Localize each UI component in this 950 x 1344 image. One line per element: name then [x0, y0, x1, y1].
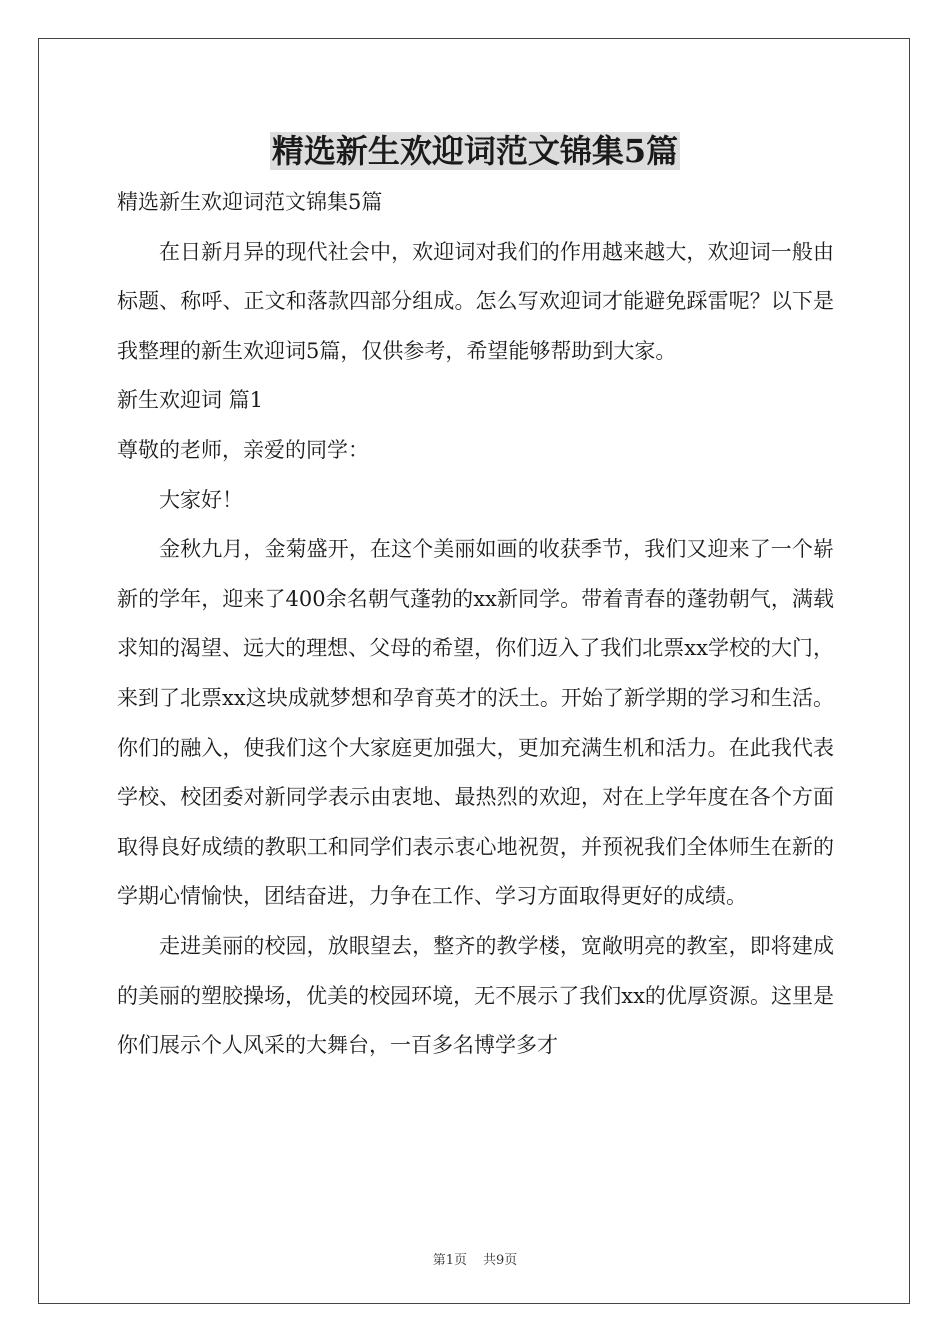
section-heading: 新生欢迎词 篇1	[117, 388, 264, 413]
document-title-text: 精选新生欢迎词范文锦集5篇	[271, 132, 679, 170]
paragraph-greeting: 大家好！	[159, 487, 243, 512]
document-title	[0, 128, 950, 174]
document-body	[117, 178, 834, 1071]
paragraph-intro: 在日新月异的现代社会中，欢迎词对我们的作用越来越大，欢迎词一般由标题、称呼、正文和落款四部分组成。怎么写欢迎词才能避免踩雷呢？以下是我整理的新生欢迎词5篇，仅供参考，希望能够帮助到大家。	[117, 239, 834, 363]
paragraph-salutation: 尊敬的老师，亲爱的同学：	[117, 437, 369, 462]
paragraph-subtitle: 精选新生欢迎词范文锦集5篇	[117, 190, 383, 214]
page-footer	[0, 1249, 950, 1268]
paragraph-body: 金秋九月，金菊盛开，在这个美丽如画的收获季节，我们又迎来了一个崭新的学年，迎来了400余名朝气蓬勃的xx新同学。带着青春的蓬勃朝气，满载求知的渴望、远大的理想、父母的希望，你们迈入了我们北票xx学校的大门，来到了北票xx这块成就梦想和孕育英才的沃土。开始了新学期的学习和生活。你们的融入，使我们这个大家庭更加强大，更加充满生机和活力。在此我代表学校、校团委对新同学表示由衷地、最热烈的欢迎，对在上学年度在各个方面取得良好成绩的教职工和同学们表示衷心地祝贺，并预祝我们全体师生在新的学期心情愉快，团结奋进，力争在工作、学习方面取得更好的成绩。	[117, 537, 834, 909]
paragraph-body: 走进美丽的校园，放眼望去，整齐的教学楼，宽敞明亮的教室，即将建成的美丽的塑胶操场，优美的校园环境，无不展示了我们xx的优厚资源。这里是你们展示个人风采的大舞台，一百多名博学多才	[117, 933, 834, 1058]
page-total: 共9页	[483, 1253, 518, 1268]
page-number: 第1页	[432, 1253, 467, 1268]
